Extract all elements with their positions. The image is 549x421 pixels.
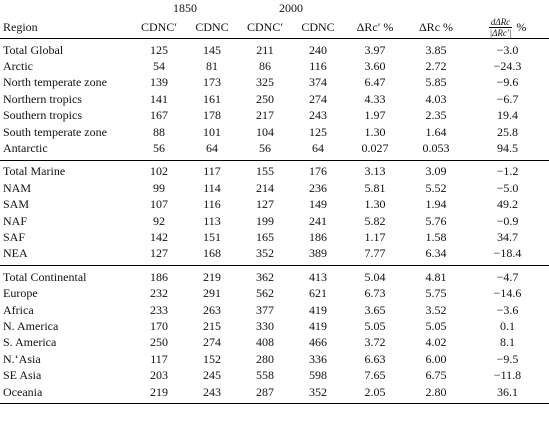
table-row [0,75,549,91]
value-cell: 377 [256,302,274,317]
value-cell: 419 [309,302,327,317]
region-cell: NAM [3,180,32,195]
table-body [0,39,549,404]
value-cell: 233 [150,302,168,317]
region-cell: Arctic [3,59,33,74]
value-cell: 8.1 [500,335,515,350]
value-cell: 5.52 [425,180,447,195]
region-cell: South temperate zone [3,124,107,139]
value-cell: 139 [150,75,168,90]
value-cell: 287 [238,384,292,404]
region-cell: S. America [3,335,57,350]
table-row [0,351,549,367]
value-cell: 94.5 [497,141,518,156]
value-cell: 170 [150,318,168,333]
table-row [0,197,549,213]
value-cell: 64 [206,141,218,156]
value-cell: 1.64 [425,124,447,139]
value-cell: 232 [150,286,168,301]
col-header-delta-rc: ΔRc % [418,19,454,34]
value-cell: 250 [256,91,274,106]
value-cell: 116 [203,197,221,212]
value-cell: 352 [256,246,274,261]
value-cell: 34.7 [497,229,518,244]
value-cell: 243 [309,108,327,123]
value-cell: 117 [150,351,168,366]
value-cell: 161 [203,91,221,106]
value-cell: 215 [203,318,221,333]
value-cell: 1.17 [364,229,386,244]
region-cell: SAM [3,197,30,212]
value-cell: 107 [150,197,168,212]
table-header [0,0,549,39]
value-cell: 362 [238,266,292,286]
col-header-cdnc-2000: CDNC [301,19,335,34]
value-cell: 243 [186,384,238,404]
value-cell: 0.1 [500,318,515,333]
region-cell: Total Continental [0,266,132,286]
value-cell: 117 [186,160,238,180]
table-row [0,124,549,140]
value-cell: 104 [256,124,274,139]
table-row [0,213,549,229]
region-cell: N. America [3,318,59,333]
value-cell: 0.053 [422,141,450,156]
table-row [0,160,549,180]
value-cell: 99 [153,180,165,195]
value-cell: 413 [292,266,344,286]
value-cell: 142 [150,229,168,244]
value-cell: 1.58 [425,229,447,244]
value-cell: 36.1 [466,384,549,404]
value-cell: 5.82 [364,213,386,228]
value-cell: 6.34 [425,246,447,261]
value-cell: 5.05 [364,318,386,333]
table-row [0,384,549,404]
value-cell: 151 [203,229,221,244]
region-cell: Southern tropics [3,108,82,123]
value-cell: 4.02 [425,335,447,350]
value-cell: 4.33 [364,91,386,106]
value-cell: 598 [309,368,327,383]
col-header-region: Region [3,19,38,34]
value-cell: 214 [256,180,274,195]
col-header-cdnc-1850: CDNC [195,19,229,34]
value-cell: 149 [309,197,327,212]
value-cell: 352 [292,384,344,404]
value-cell: 168 [203,246,221,261]
value-cell: 4.03 [425,91,447,106]
value-cell: −18.4 [493,246,522,261]
value-cell: 291 [203,286,221,301]
value-cell: 6.00 [425,351,447,366]
value-cell: 562 [256,286,274,301]
table-row [0,302,549,318]
value-cell: 1.94 [425,197,447,212]
value-cell: 1.30 [364,124,386,139]
col-header-relative-change [466,16,549,39]
value-cell: 6.47 [364,75,386,90]
value-cell: 116 [309,59,327,74]
table-row [0,91,549,107]
percent-unit: % [516,19,527,34]
region-cell: NEA [3,246,28,261]
value-cell: 0.027 [361,141,389,156]
value-cell: 125 [309,124,327,139]
value-cell: 5.75 [425,286,447,301]
value-cell: 141 [150,91,168,106]
value-cell: 56 [259,141,271,156]
year-spacer-right [344,0,549,16]
value-cell: 81 [206,59,218,74]
value-cell: 86 [259,59,271,74]
value-cell: 558 [256,368,274,383]
value-cell: 114 [203,180,221,195]
value-cell: 7.65 [364,368,386,383]
value-cell: 176 [292,160,344,180]
year-spacer [0,0,132,16]
region-cell: Total Marine [0,160,132,180]
value-cell: 56 [153,141,165,156]
region-cell: Europe [3,286,38,301]
value-cell: 3.09 [406,160,466,180]
value-cell: −9.6 [496,75,519,90]
value-cell: 219 [132,384,186,404]
fraction-numerator: dΔRc [489,17,513,28]
year-2000-label: 2000 [279,1,303,15]
value-cell: −0.9 [496,213,519,228]
table-row [0,335,549,351]
value-cell: 217 [256,108,274,123]
value-cell: 219 [186,266,238,286]
value-cell: 621 [309,286,327,301]
table-row [0,367,549,383]
value-cell: 155 [238,160,292,180]
region-cell: Africa [3,302,34,317]
region-cell: Antarctic [3,141,48,156]
value-cell: 6.75 [425,368,447,383]
value-cell: 1.30 [364,197,386,212]
value-cell: 274 [203,335,221,350]
col-header-cdnc-prime-2000: CDNC′ [247,19,283,34]
value-cell: 5.81 [364,180,386,195]
value-cell: 5.05 [425,318,447,333]
value-cell: 280 [256,351,274,366]
value-cell: 199 [256,213,274,228]
value-cell: −5.0 [496,180,519,195]
value-cell: 3.97 [344,39,406,59]
year-header-row [0,0,549,16]
value-cell: 241 [309,213,327,228]
value-cell: 178 [203,108,221,123]
table-row [0,108,549,124]
value-cell: 2.80 [406,384,466,404]
region-cell: SAF [3,229,26,244]
table-row [0,266,549,286]
column-header-row [0,16,549,39]
value-cell: 6.63 [364,351,386,366]
value-cell: 186 [309,229,327,244]
value-cell: −6.7 [496,91,519,106]
value-cell: 127 [150,246,168,261]
value-cell: −9.5 [496,351,519,366]
value-cell: 1.97 [364,108,386,123]
fraction [489,17,513,38]
value-cell: 125 [132,39,186,59]
value-cell: 145 [186,39,238,59]
value-cell: 49.2 [497,197,518,212]
value-cell: 3.60 [364,59,386,74]
value-cell: 7.77 [364,246,386,261]
value-cell: 186 [132,266,186,286]
value-cell: 54 [153,59,165,74]
col-header-cdnc-prime-1850: CDNC′ [141,19,177,34]
table-row [0,140,549,160]
col-header-delta-rc-prime: ΔRc′ % [356,19,394,34]
value-cell: −4.7 [466,266,549,286]
value-cell: 3.72 [364,335,386,350]
value-cell: 127 [256,197,274,212]
value-cell: 330 [256,318,274,333]
value-cell: 325 [256,75,274,90]
year-1850-label: 1850 [173,1,197,15]
value-cell: 3.65 [364,302,386,317]
value-cell: −11.8 [493,368,522,383]
fraction-denominator: |ΔRc′| [489,27,512,38]
value-cell: 92 [153,213,165,228]
value-cell: 374 [309,75,327,90]
value-cell: 3.85 [406,39,466,59]
value-cell: 236 [309,180,327,195]
value-cell: 64 [312,141,324,156]
value-cell: 5.85 [425,75,447,90]
region-cell: N.‘Asia [3,351,41,366]
value-cell: −24.3 [493,59,522,74]
table-row [0,229,549,245]
region-cell: Northern tropics [3,91,82,106]
value-cell: 389 [309,246,327,261]
region-cell: North temperate zone [3,75,107,90]
table-row [0,246,549,266]
value-cell: 2.35 [425,108,447,123]
value-cell: 152 [203,351,221,366]
value-cell: 211 [238,39,292,59]
table-row [0,180,549,196]
value-cell: 2.72 [425,59,447,74]
region-cell: SE Asia [3,368,42,383]
value-cell: 466 [309,335,327,350]
value-cell: 5.76 [425,213,447,228]
value-cell: 240 [292,39,344,59]
value-cell: −14.6 [493,286,522,301]
value-cell: 88 [153,124,165,139]
value-cell: 102 [132,160,186,180]
value-cell: 173 [203,75,221,90]
value-cell: 203 [150,368,168,383]
value-cell: 25.8 [497,124,518,139]
value-cell: 336 [309,351,327,366]
value-cell: −3.6 [496,302,519,317]
region-cell: Oceania [0,384,132,404]
value-cell: 263 [203,302,221,317]
region-cell: Total Global [0,39,132,59]
value-cell: 250 [150,335,168,350]
table-row [0,39,549,59]
value-cell: 3.13 [344,160,406,180]
value-cell: 5.04 [344,266,406,286]
value-cell: 4.81 [406,266,466,286]
value-cell: 2.05 [344,384,406,404]
value-cell: 408 [256,335,274,350]
value-cell: 245 [203,368,221,383]
value-cell: 6.73 [364,286,386,301]
value-cell: −3.0 [466,39,549,59]
value-cell: 165 [256,229,274,244]
table-row [0,58,549,74]
value-cell: 19.4 [497,108,518,123]
table-row [0,285,549,301]
value-cell: 3.52 [425,302,447,317]
region-cell: NAF [3,213,28,228]
value-cell: 167 [150,108,168,123]
value-cell: 419 [309,318,327,333]
value-cell: 113 [203,213,221,228]
value-cell: −1.2 [466,160,549,180]
value-cell: 274 [309,91,327,106]
value-cell: 101 [203,124,221,139]
table-row [0,318,549,334]
